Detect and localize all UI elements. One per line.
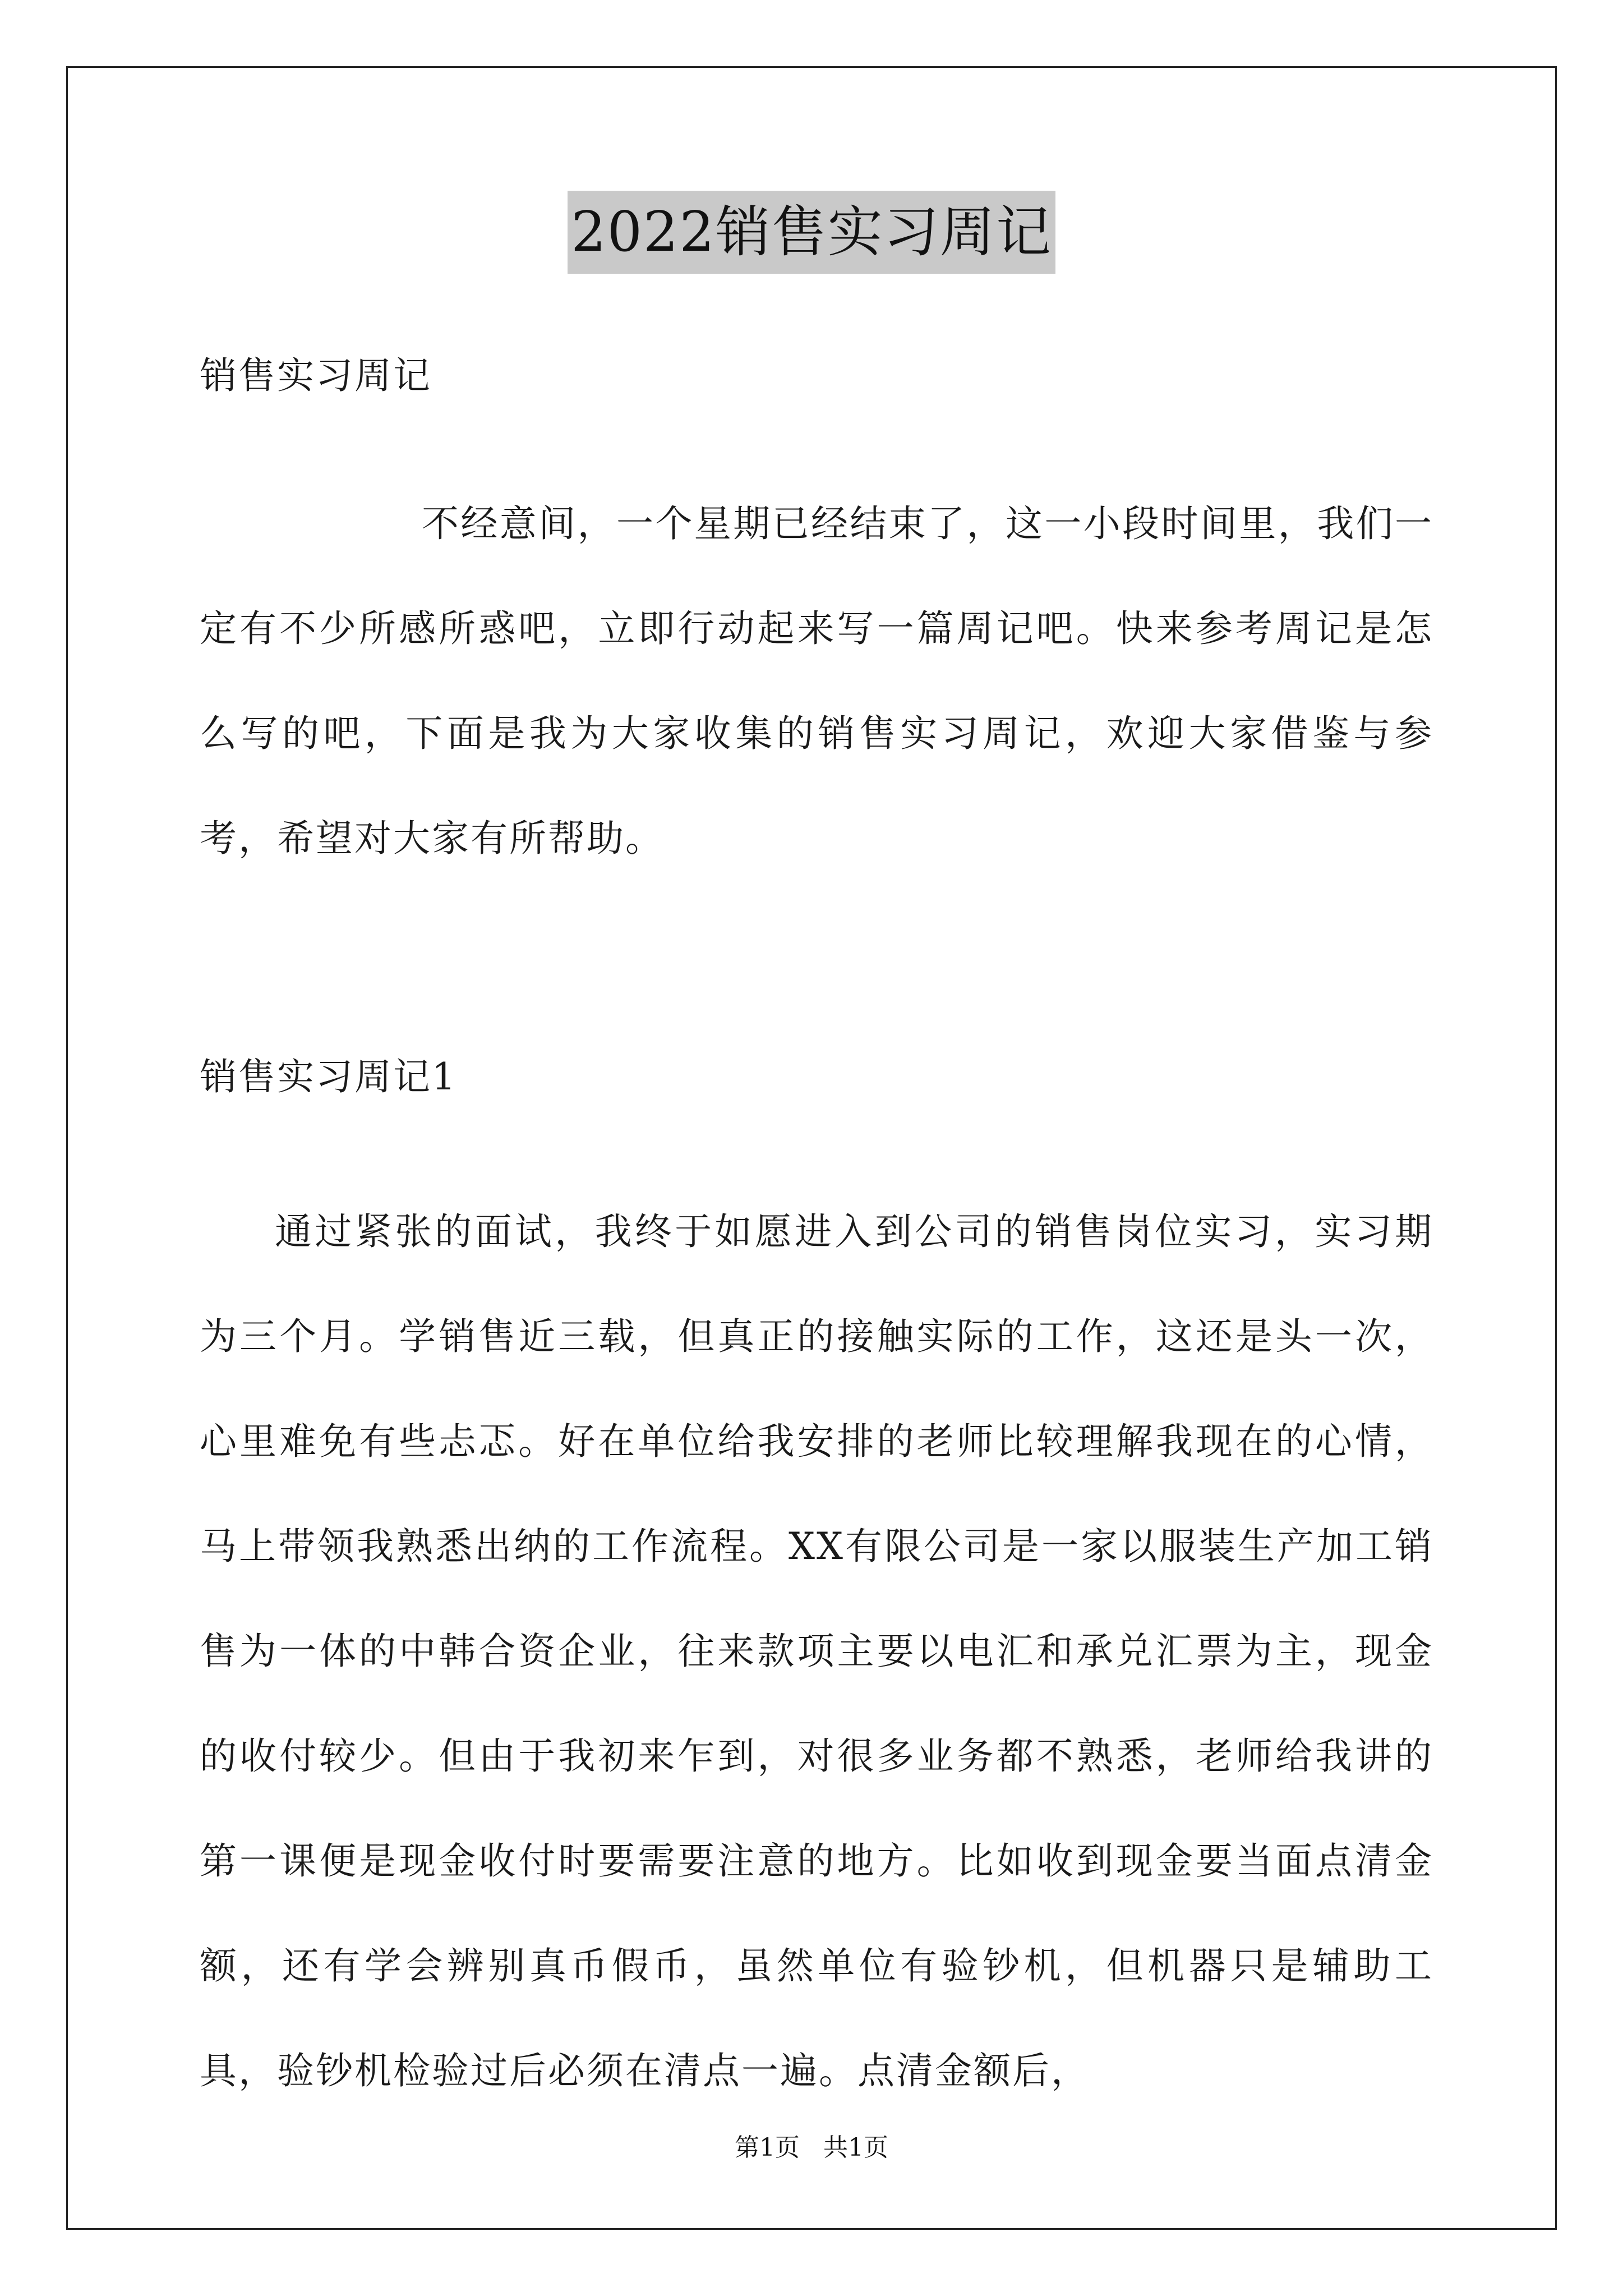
section-heading: 销售实习周记1 (200, 1055, 457, 1098)
document-title: 2022销售实习周记 (568, 191, 1055, 274)
document-body (200, 337, 1433, 2123)
document-subtitle: 销售实习周记 (200, 354, 432, 397)
title-container (0, 191, 1623, 274)
section-paragraph: 通过紧张的面试，我终于如愿进入到公司的销售岗位实习，实习期为三个月。学销售近三载，但真正的接触实际的工作，这还是头一次，心里难免有些忐忑。好在单位给我安排的老师比较理解我现在的心情，马上带领我熟悉出纳的工作流程。XX有限公司是一家以服装生产加工销售为一体的中韩合资企业，往来款项主要以电汇和承兑汇票为主，现金的收付较少。但由于我初来乍到，对很多业务都不熟悉，老师给我讲的第一课便是现金收付时要需要注意的地方。比如收到现金要当面点清金额，还有学会辨别真币假币，虽然单位有验钞机，但机器只是辅助工具，验钞机检验过后必须在清点一遍。点清金额后， (200, 1210, 1433, 2092)
intro-paragraph: 不经意间，一个星期已经结束了，这一小段时间里，我们一定有不少所感所惑吧，立即行动起来写一篇周记吧。快来参考周记是怎么写的吧，下面是我为大家收集的销售实习周记，欢迎大家借鉴与参考，希望对大家有所帮助。 (200, 502, 1433, 860)
page-footer: 第1页 共1页 (735, 2133, 888, 2162)
